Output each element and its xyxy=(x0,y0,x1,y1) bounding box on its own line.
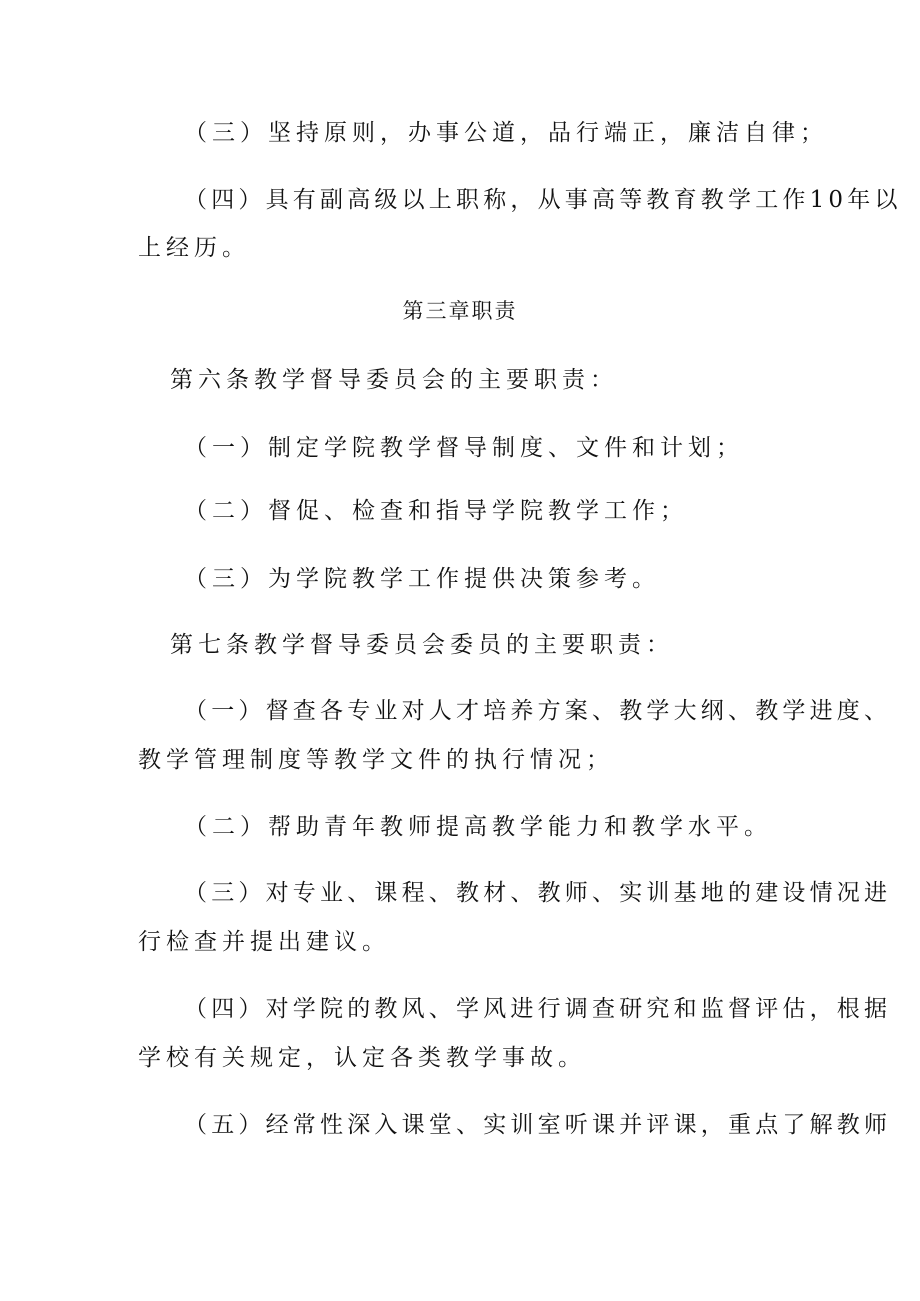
article-7-item-2: （二）帮助青年教师提高教学能力和教学水平。 xyxy=(184,814,772,840)
article-6-title: 第六条教学督导委员会的主要职责： xyxy=(170,367,618,393)
clause-4-line-1: （四）具有副高级以上职称，从事高等教育教学工作10年以 xyxy=(184,187,902,213)
article-7-item-5-line-1: （五）经常性深入课堂、实训室听课并评课，重点了解教师 xyxy=(184,1112,892,1138)
clause-4-line-2: 上经历。 xyxy=(138,235,250,261)
article-6-item-3: （三）为学院教学工作提供决策参考。 xyxy=(184,566,660,592)
article-7-item-4-line-2: 学校有关规定，认定各类教学事故。 xyxy=(138,1045,586,1071)
clause-3-line-1: （三）坚持原则，办事公道，品行端正，廉洁自律； xyxy=(184,120,828,146)
article-6-item-2: （二）督促、检查和指导学院教学工作； xyxy=(184,498,688,524)
article-7-item-1-line-2: 教学管理制度等教学文件的执行情况； xyxy=(138,747,614,773)
article-7-item-3-line-2: 行检查并提出建议。 xyxy=(138,929,390,955)
article-6-item-1: （一）制定学院教学督导制度、文件和计划； xyxy=(184,435,744,461)
article-7-item-3-line-1: （三）对专业、课程、教材、教师、实训基地的建设情况进 xyxy=(184,880,892,906)
chapter-heading: 第三章职责 xyxy=(402,299,518,323)
article-7-item-4-line-1: （四）对学院的教风、学风进行调查研究和监督评估，根据 xyxy=(184,996,892,1022)
article-7-title: 第七条教学督导委员会委员的主要职责： xyxy=(170,632,674,658)
article-7-item-1-line-1: （一）督查各专业对人才培养方案、教学大纲、教学进度、 xyxy=(184,698,892,724)
